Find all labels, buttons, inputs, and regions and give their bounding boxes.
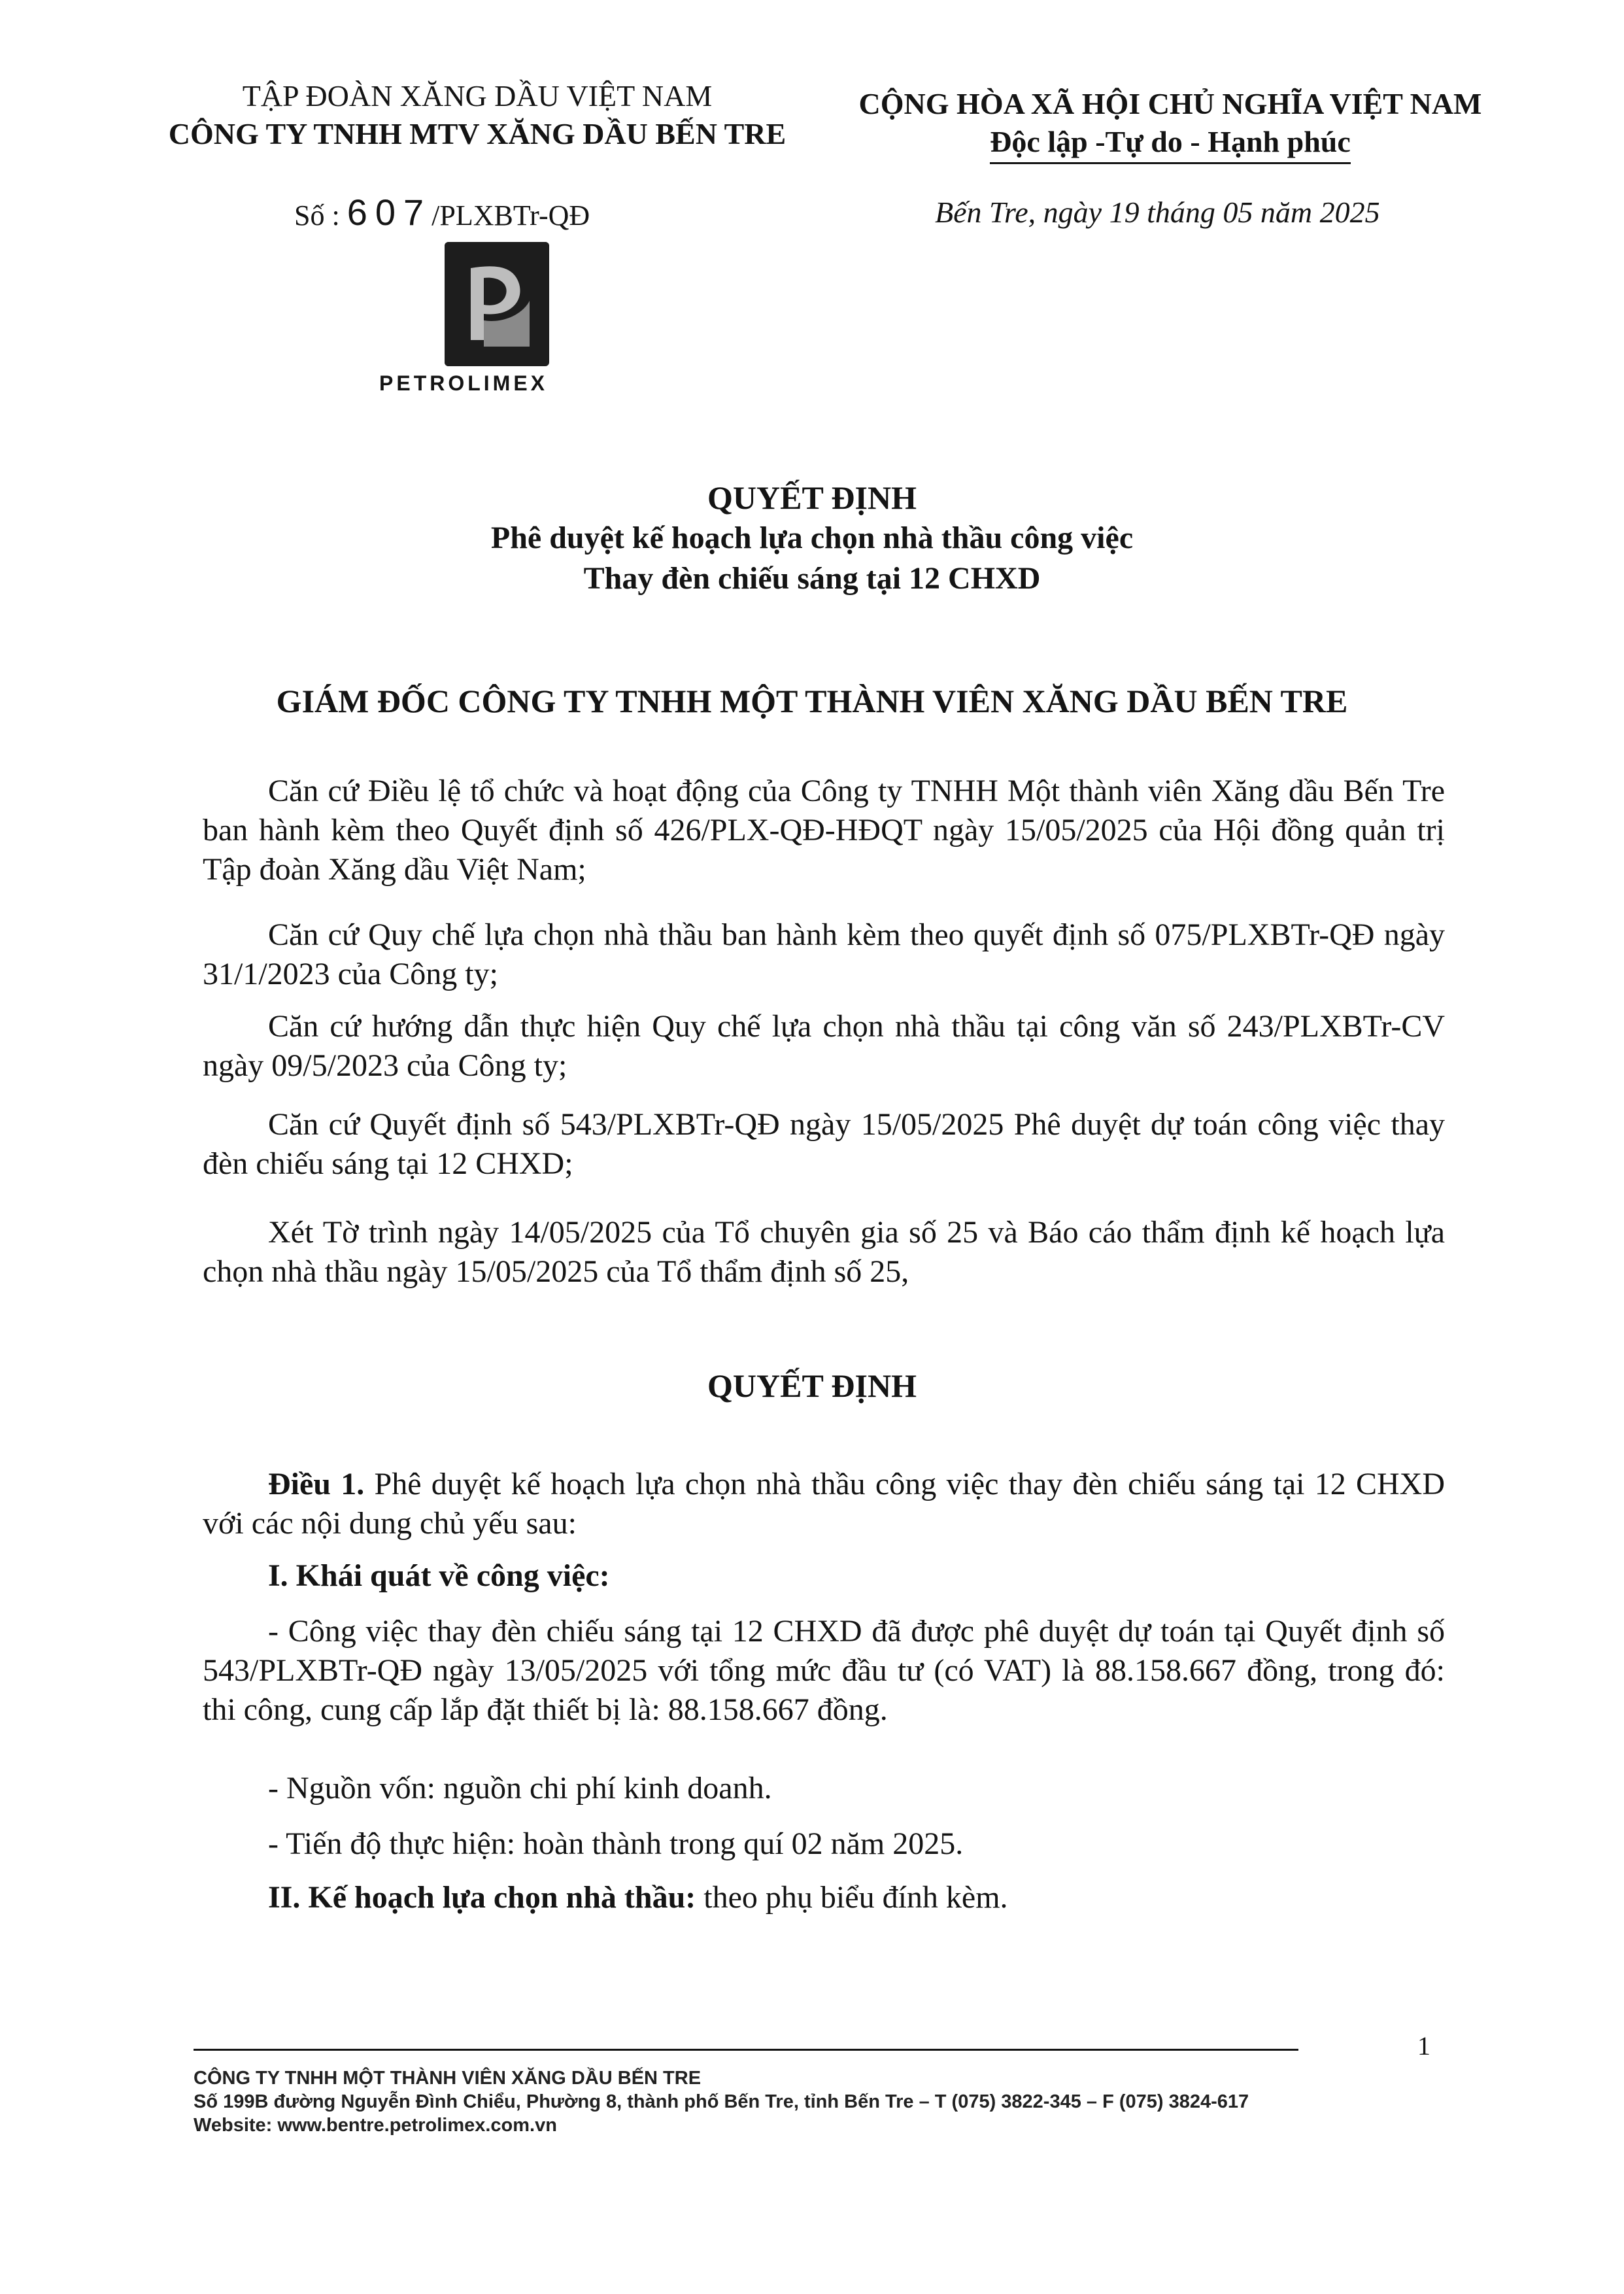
director-heading: GIÁM ĐỐC CÔNG TY TNHH MỘT THÀNH VIÊN XĂNG DẦU BẾN TRE	[276, 683, 1348, 719]
title-decision: QUYẾT ĐỊNH	[707, 479, 917, 516]
section-1-heading: I. Khái quát về công việc:	[268, 1558, 610, 1593]
section-1-item-1: - Công việc thay đèn chiếu sáng tại 12 CHXD đã được phê duyệt dự toán tại Quyết định số 543/PLXBTr-QĐ ngày 13/05/2025 với tổng mức đầu tư (có VAT) là 88.158.667 đồng, trong đó: thi công, cung cấp lắp đặt thiết bị là: 88.158.667 đồng.	[203, 1614, 1445, 1727]
title-subject-detail: Thay đèn chiếu sáng tại 12 CHXD	[583, 561, 1041, 596]
national-motto	[824, 85, 1517, 164]
parent-organization: TẬP ĐOÀN XĂNG DẦU VIỆT NAM	[242, 79, 713, 112]
country-name: CỘNG HÒA XÃ HỘI CHỦ NGHĨA VIỆT NAM	[858, 87, 1482, 120]
section-1-item-2: - Nguồn vốn: nguồn chi phí kinh doanh.	[268, 1771, 772, 1806]
petrolimex-logo-icon	[445, 242, 549, 366]
section-1-item-3: - Tiến độ thực hiện: hoàn thành trong quí 02 năm 2025.	[268, 1826, 964, 1861]
document-number-prefix: Số :	[294, 199, 340, 231]
document-number-digits: 607	[347, 192, 432, 233]
legal-basis-5: Xét Tờ trình ngày 14/05/2025 của Tổ chuyên gia số 25 và Báo cáo thẩm định kế hoạch lựa chọn nhà thầu ngày 15/05/2025 của Tổ thẩm định số 25,	[203, 1215, 1445, 1289]
decision-title	[0, 477, 1624, 599]
document-date: Bến Tre, ngày 19 tháng 05 năm 2025	[935, 196, 1380, 229]
footer-divider	[194, 2049, 1298, 2051]
legal-basis-4: Căn cứ Quyết định số 543/PLXBTr-QĐ ngày 15/05/2025 Phê duyệt dự toán công việc thay đèn chiếu sáng tại 12 CHXD;	[203, 1107, 1445, 1181]
title-subject: Phê duyệt kế hoạch lựa chọn nhà thầu công việc	[490, 521, 1134, 555]
footer-address: Số 199B đường Nguyễn Đình Chiểu, Phường 8, thành phố Bến Tre, tỉnh Bến Tre – T (075) 3822-345 – F (075) 3824-617	[194, 2091, 1249, 2112]
footer-company: CÔNG TY TNHH MỘT THÀNH VIÊN XĂNG DẦU BẾN TRE	[194, 2068, 702, 2089]
article-1-text: Phê duyệt kế hoạch lựa chọn nhà thầu công việc thay đèn chiếu sáng tại 12 CHXD với các nội dung chủ yếu sau:	[203, 1467, 1445, 1541]
article-1-label: Điều 1.	[268, 1467, 365, 1501]
page-number: 1	[1417, 2031, 1430, 2061]
issuing-organization	[131, 77, 824, 153]
document-number	[294, 191, 590, 233]
document-number-suffix: /PLXBTr-QĐ	[431, 199, 590, 231]
company-name: CÔNG TY TNHH MTV XĂNG DẦU BẾN TRE	[168, 117, 787, 150]
footer-website: Website: www.bentre.petrolimex.com.vn	[194, 2115, 557, 2136]
decision-heading: QUYẾT ĐỊNH	[707, 1367, 917, 1404]
section-2	[203, 1878, 1445, 1917]
legal-basis-2: Căn cứ Quy chế lựa chọn nhà thầu ban hành kèm theo quyết định số 075/PLXBTr-QĐ ngày 31/1/2023 của Công ty;	[203, 917, 1445, 991]
legal-basis-1: Căn cứ Điều lệ tổ chức và hoạt động của Công ty TNHH Một thành viên Xăng dầu Bến Tre ban hành kèm theo Quyết định số 426/PLX-QĐ-HĐQT ngày 15/05/2025 của Hội đồng quản trị Tập đoàn Xăng dầu Việt Nam;	[203, 774, 1445, 887]
logo-text: PETROLIMEX	[379, 371, 549, 395]
section-2-text: theo phụ biểu đính kèm.	[696, 1880, 1008, 1915]
motto: Độc lập -Tự do - Hạnh phúc	[990, 123, 1351, 164]
article-1	[203, 1465, 1445, 1543]
legal-basis-3: Căn cứ hướng dẫn thực hiện Quy chế lựa chọn nhà thầu tại công văn số 243/PLXBTr-CV ngày 09/5/2023 của Công ty;	[203, 1009, 1445, 1083]
section-2-heading: II. Kế hoạch lựa chọn nhà thầu:	[268, 1880, 696, 1915]
footer	[194, 2066, 1249, 2137]
